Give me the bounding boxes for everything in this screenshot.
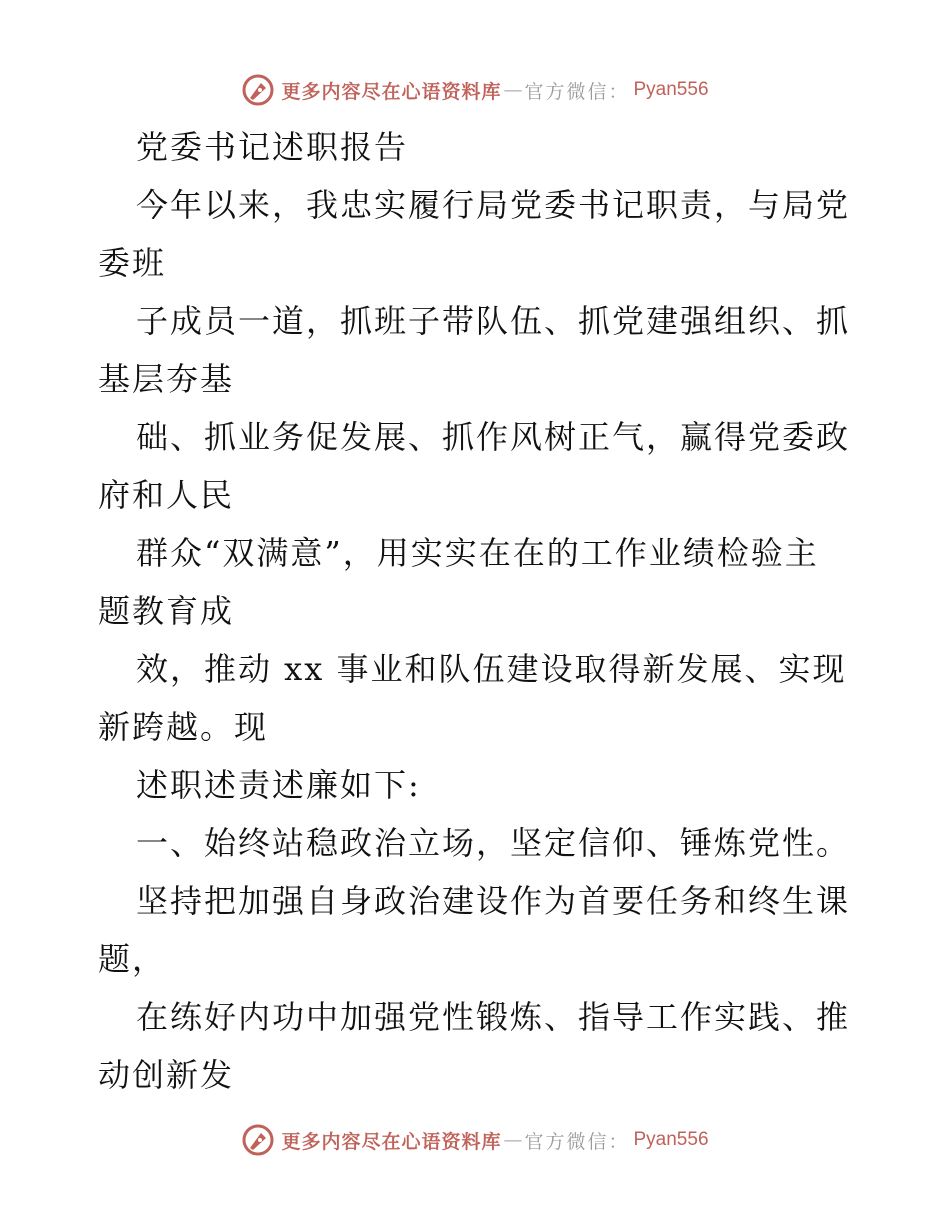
watermark-separator: —	[503, 1129, 523, 1151]
watermark-id-text: Pyan556	[633, 79, 709, 100]
watermark-tail-text: 官方微信：	[524, 1130, 630, 1153]
text-line: 今年以来，我忠实履行局党委书记职责，与局党	[136, 186, 851, 224]
document-title: 党委书记述职报告	[136, 128, 409, 166]
watermark-brand-text: 更多内容尽在心语资料库	[281, 1130, 502, 1153]
text-line: 一、始终站稳政治立场，坚定信仰、锤炼党性。	[136, 824, 851, 862]
pen-nib-circle-logo-icon	[241, 1123, 275, 1157]
text-line: 新跨越。现	[98, 708, 269, 746]
text-line: 动创新发	[98, 1056, 235, 1094]
text-line: 题教育成	[98, 592, 235, 630]
text-line: 群众“双满意”，用实实在在的工作业绩检验主	[136, 534, 819, 572]
text-line: 基层夯基	[98, 360, 235, 398]
text-line: 在练好内功中加强党性锻炼、指导工作实践、推	[136, 998, 851, 1036]
watermark-banner-bottom	[0, 1120, 950, 1160]
text-line: 题，	[98, 940, 167, 978]
text-line: 子成员一道，抓班子带队伍、抓党建强组织、抓	[136, 302, 851, 340]
text-line: 府和人民	[98, 476, 235, 514]
pen-nib-circle-logo-icon	[241, 73, 275, 107]
document-body	[98, 118, 858, 1104]
watermark-id-text: Pyan556	[633, 1129, 709, 1150]
watermark-separator: —	[503, 79, 523, 101]
text-line: 础、抓业务促发展、抓作风树正气，赢得党委政	[136, 418, 851, 456]
watermark-tail-text: 官方微信：	[524, 80, 630, 103]
text-line: 委班	[98, 244, 167, 282]
text-line: 效，推动 xx 事业和队伍建设取得新发展、实现	[136, 650, 847, 688]
text-line: 坚持把加强自身政治建设作为首要任务和终生课	[136, 882, 851, 920]
watermark-banner-top	[0, 70, 950, 110]
text-line: 述职述责述廉如下:	[136, 766, 421, 804]
watermark-brand-text: 更多内容尽在心语资料库	[281, 80, 502, 103]
